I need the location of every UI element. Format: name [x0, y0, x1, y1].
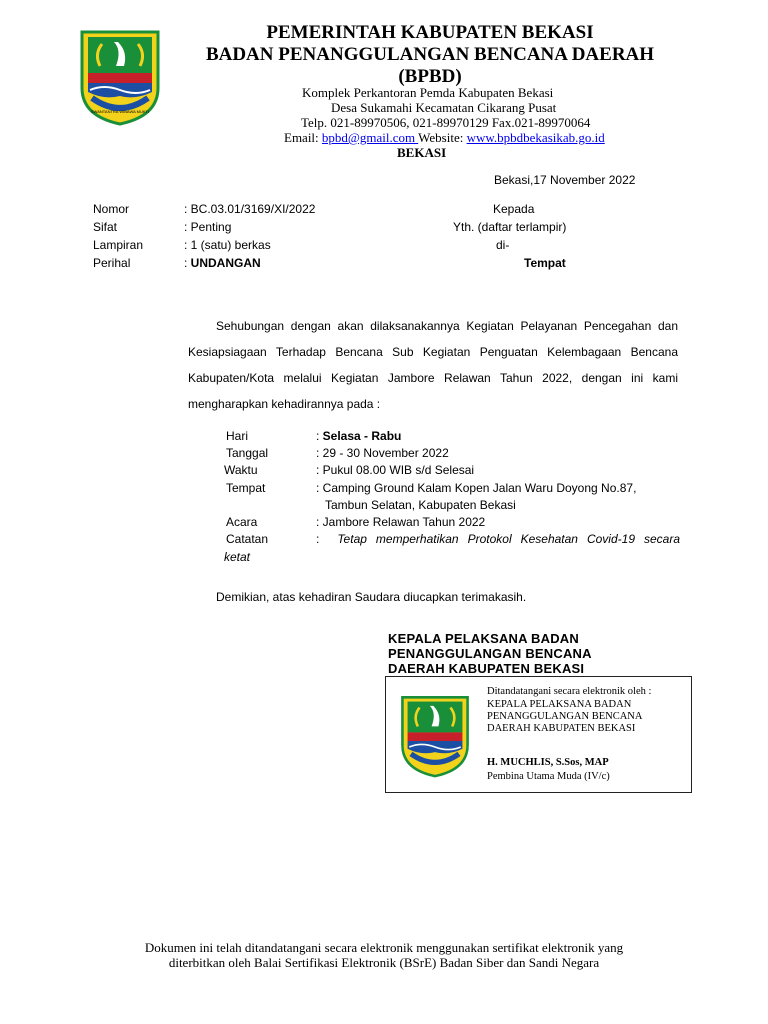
sifat-value: : Penting [184, 220, 232, 234]
waktu-value: : Pukul 08.00 WIB s/d Selesai [316, 463, 475, 477]
signatory-rank: Pembina Utama Muda (IV/c) [487, 771, 610, 782]
signatory-name: H. MUCHLIS, S.Sos, MAP [487, 757, 609, 768]
addressee-tempat: Tempat [524, 256, 566, 270]
tanggal-value: : 29 - 30 November 2022 [316, 446, 449, 460]
addressee-kepada: Kepada [493, 202, 535, 216]
closing-sentence: Demikian, atas kehadiran Saudara diucapkan terimakasih. [216, 590, 527, 604]
bekasi-coat-of-arms-logo [78, 26, 162, 126]
body-paragraph-text: Sehubungan dengan akan dilaksanakannya Kegiatan Pelayanan Pencegahan dan Kesiapsiagaan Terhadap Bencana Sub Kegiatan Penguatan Kelembagaan Bencana Kabupaten/Kota melalui Kegiatan Jambore Relawan Tahun 2022, dengan ini kami mengharapkan kehadirannya pada : [188, 319, 678, 411]
nomor-value: : BC.03.01/3169/XI/2022 [184, 202, 316, 216]
signed-by-label: Ditandatangani secara elektronik oleh : [487, 686, 652, 697]
letterhead-acronym: (BPBD) [398, 66, 462, 87]
letterhead-government: PEMERINTAH KABUPATEN BEKASI [266, 22, 594, 43]
address-line-1: Komplek Perkantoran Pemda Kabupaten Bekasi [302, 85, 554, 100]
phone-line: Telp. 021-89970506, 021-89970129 Fax.021-89970064 [301, 115, 591, 130]
signature-title [388, 631, 688, 676]
signature-title-line-1: KEPALA PELAKSANA BADAN [388, 631, 579, 646]
signature-coat-of-arms-logo [399, 690, 471, 780]
perihal-label: Perihal [93, 256, 131, 270]
perihal-value: UNDANGAN [190, 256, 261, 270]
catatan-value-line-2: ketat [224, 550, 251, 564]
tempat-value-line-2: Tambun Selatan, Kabupaten Bekasi [325, 498, 516, 512]
letterhead-agency: BADAN PENANGGULANGAN BENCANA DAERAH [205, 44, 655, 65]
tempat-value-line-1: : Camping Ground Kalam Kopen Jalan Waru Doyong No.87, [316, 481, 637, 495]
signature-title-line-2: PENANGGULANGAN BENCANA [388, 646, 592, 661]
hari-label: Hari [226, 429, 249, 443]
footer-line-1: Dokumen ini telah ditandatangani secara elektronik menggunakan sertifikat elektronik yang [144, 940, 624, 955]
tempat-label: Tempat [226, 481, 266, 495]
addressee-yth: Yth. (daftar terlampir) [453, 220, 567, 234]
contact-line [284, 130, 605, 145]
catatan-colon: : [316, 532, 320, 546]
signature-box-line-3: DAERAH KABUPATEN BEKASI [487, 723, 636, 734]
perihal-colon: : [184, 256, 191, 270]
sifat-label: Sifat [93, 220, 118, 234]
tanggal-label: Tanggal [226, 446, 269, 460]
lampiran-value: : 1 (satu) berkas [184, 238, 271, 252]
logo-motto: SWANTANTRA WIBAWA MUKTI [90, 109, 150, 114]
hari-value: Selasa - Rabu [322, 429, 402, 443]
website-link[interactable]: www.bpbdbekasikab.go.id [466, 130, 605, 145]
signature-box-line-1: KEPALA PELAKSANA BADAN [487, 699, 632, 710]
acara-label: Acara [226, 515, 258, 529]
email-link[interactable]: bpbd@gmail.com [321, 130, 419, 145]
letter-date: Bekasi,17 November 2022 [494, 173, 636, 187]
lampiran-label: Lampiran [93, 238, 144, 252]
hari-colon: : [316, 429, 323, 443]
website-label: Website: [418, 130, 467, 145]
email-label: Email: [284, 130, 322, 145]
catatan-value-line-1: Tetap memperhatikan Protokol Kesehatan Covid-19 secara [337, 532, 681, 546]
letterhead-city: BEKASI [397, 145, 447, 160]
catatan-row [316, 531, 680, 547]
address-line-2: Desa Sukamahi Kecamatan Cikarang Pusat [331, 100, 557, 115]
signature-title-line-3: DAERAH KABUPATEN BEKASI [388, 661, 585, 676]
signature-box-line-2: PENANGGULANGAN BENCANA [487, 711, 643, 722]
footer-note [0, 940, 768, 970]
body-paragraph [188, 313, 678, 417]
footer-line-2: diterbitkan oleh Balai Sertifikasi Elektronik (BSrE) Badan Siber dan Sandi Negara [168, 955, 600, 970]
acara-value: : Jambore Relawan Tahun 2022 [316, 515, 486, 529]
addressee-di: di- [496, 238, 510, 252]
nomor-label: Nomor [93, 202, 130, 216]
perihal-row [184, 256, 261, 270]
waktu-label: Waktu [224, 463, 258, 477]
catatan-label: Catatan [226, 532, 269, 546]
hari-row [316, 428, 401, 444]
